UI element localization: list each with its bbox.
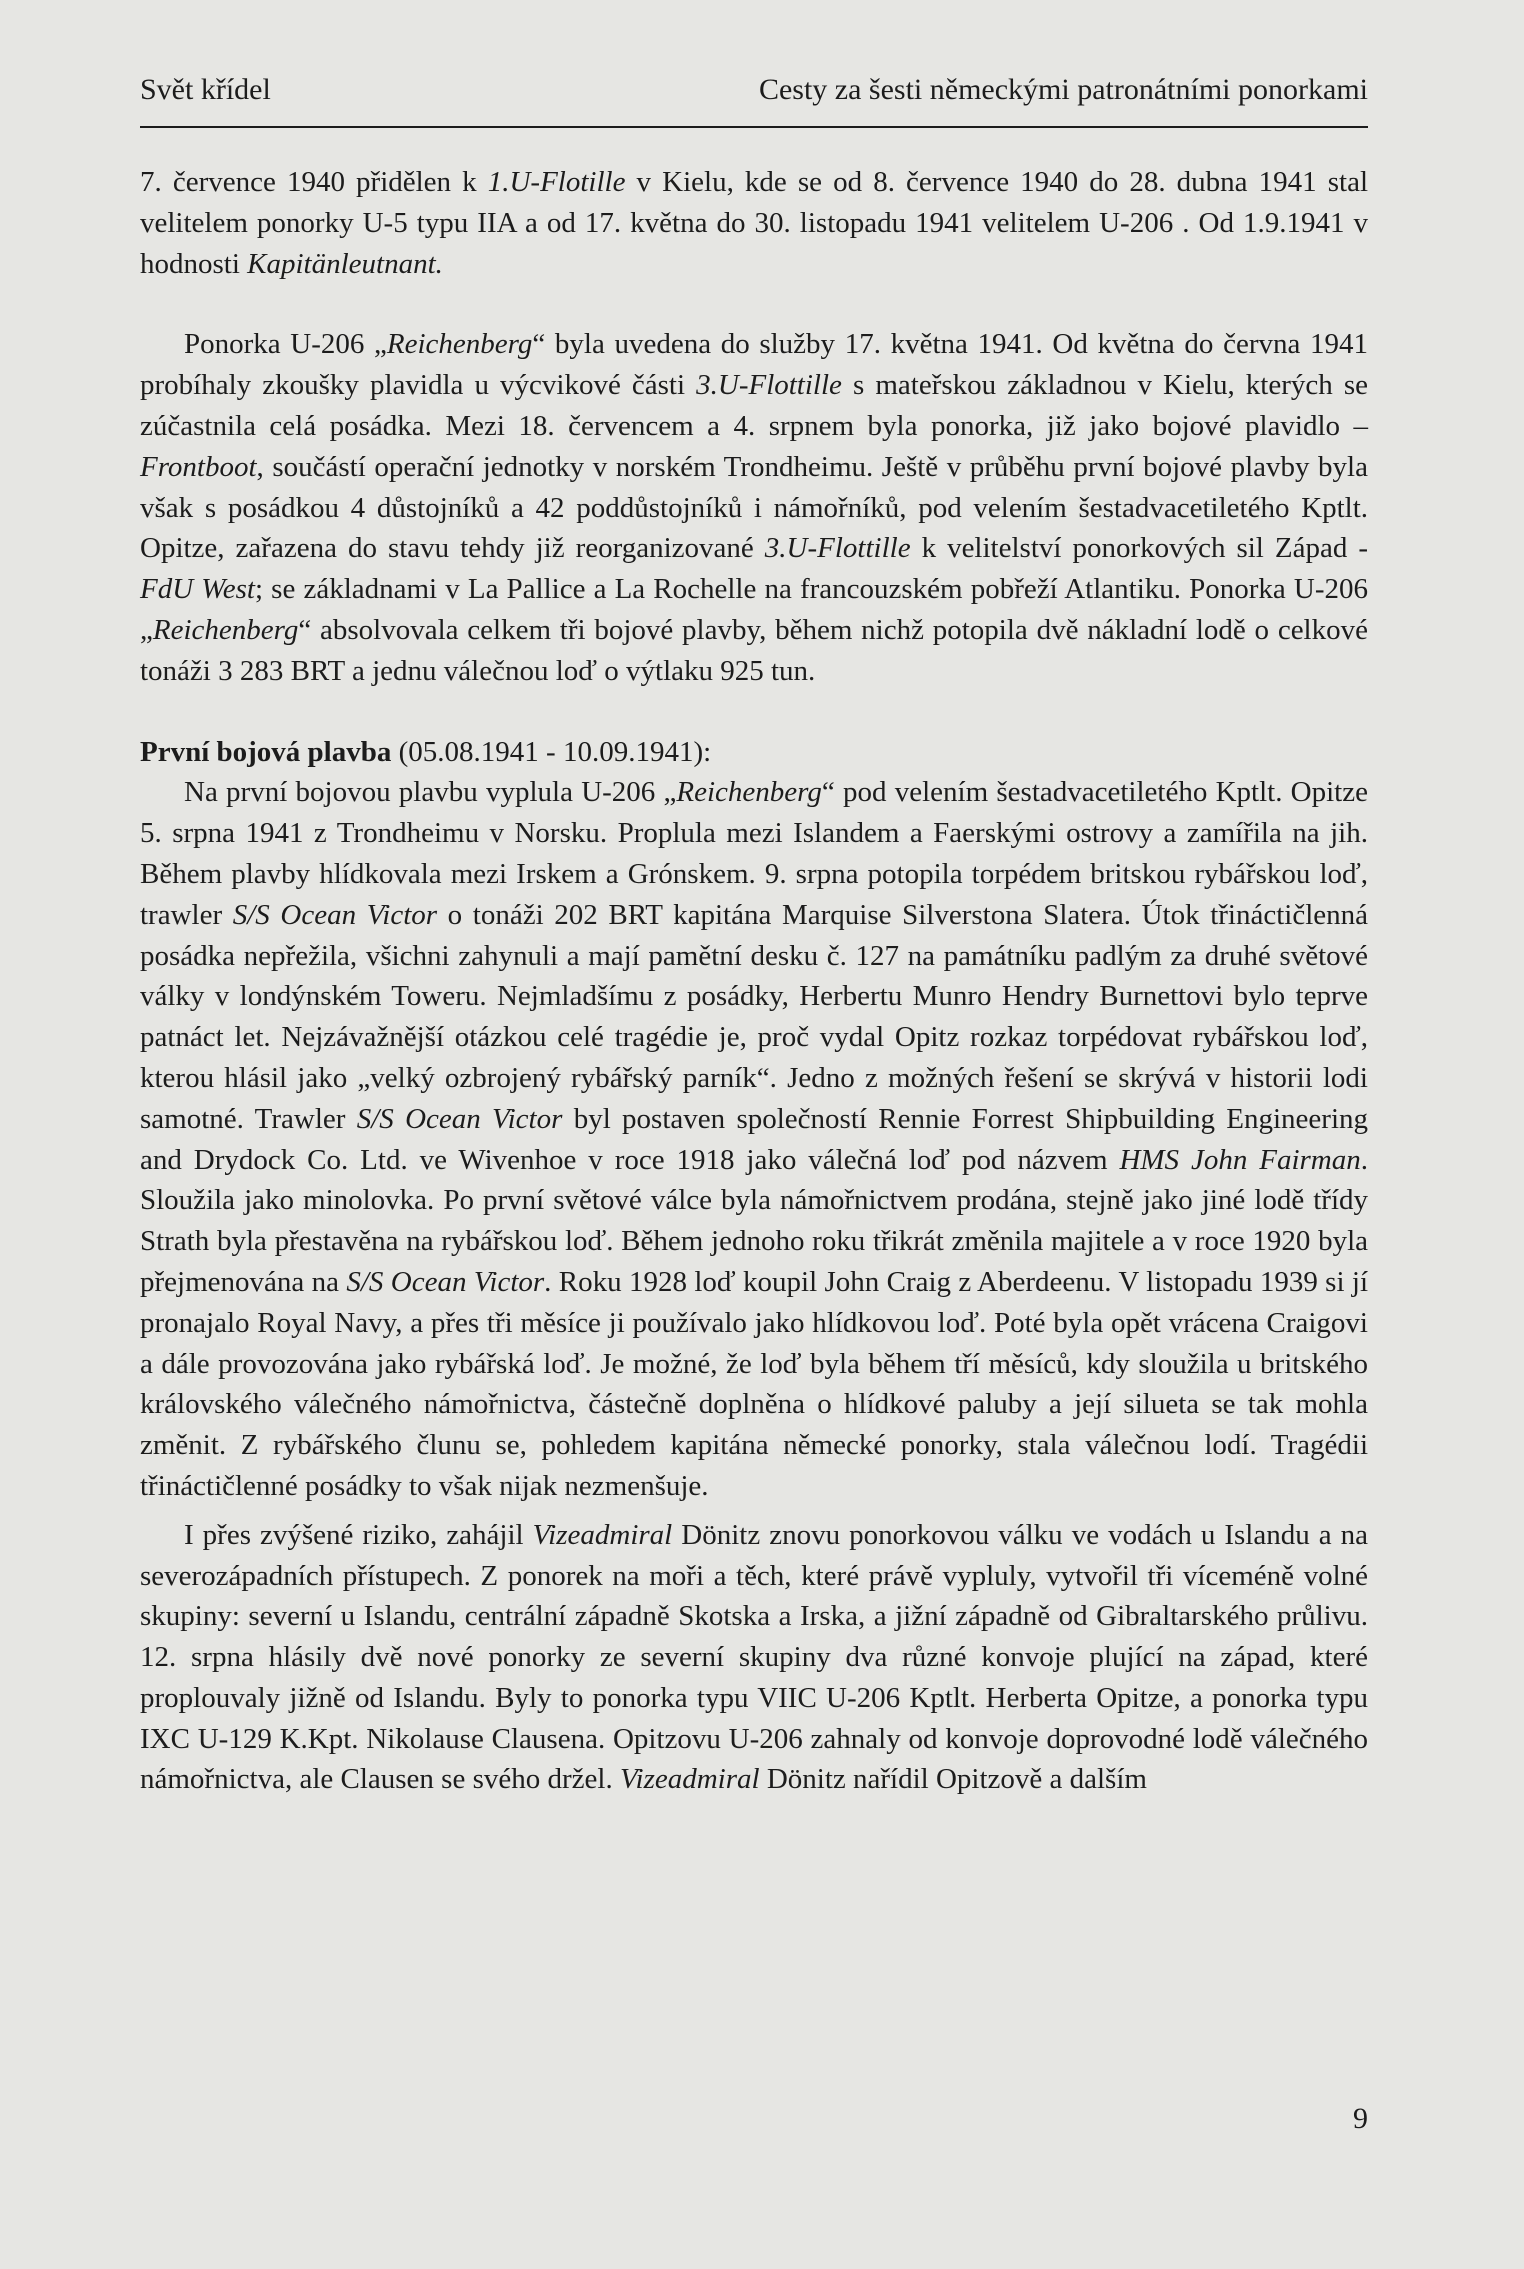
italic-text: S/S Ocean Victor: [356, 1102, 563, 1135]
text-run: “ pod velením šestadvacetiletého Kptlt. Opitze 5. srpna 1941 z Trondheimu v Norsku. Proplula mezi Islandem a Faerskými ostrovy a zamířila na jih. Během plavby hlídkovala mezi Irskem a Grónskem. 9. srpna potopila torpédem britskou rybářskou loď, trawler: [140, 776, 1368, 931]
italic-text: 1.U-Flotille: [487, 166, 626, 198]
running-head-left: Svět křídel: [140, 73, 271, 106]
italic-text: Reichenberg: [676, 776, 822, 809]
running-head-right: Cesty za šesti německými patronátními ponorkami: [758, 73, 1368, 106]
italic-text: FdU West: [140, 573, 255, 606]
text-run: I přes zvýšené riziko, zahájil: [184, 1518, 533, 1551]
text-run: , součástí operační jednotky v norském Trondheimu. Ještě v průběhu první bojové plavby byla však s posádkou 4 důstojníků a 42 poddůstojníků i námořníků, pod velením šestadvacetiletého Kptlt. Opitze, zařazena do stavu tehdy již reorganizované: [140, 450, 1368, 565]
italic-text: Vizeadmiral: [619, 1763, 760, 1796]
body-text: [140, 162, 1368, 1800]
text-run: (05.08.1941 - 10.09.1941):: [391, 735, 712, 768]
italic-text: 3.U-Flottille: [764, 532, 911, 565]
text-run: “ absolvovala celkem tři bojové plavby, během nichž potopila dvě nákladní lodě o celkové tonáži 3 283 BRT a jednu válečnou loď o výtlaku 925 tun.: [140, 613, 1368, 687]
text-run: o tonáži 202 BRT kapitána Marquise Silverstona Slatera. Útok třináctičlenná posádka nepřežila, všichni zahynuli a mají pamětní desku č. 127 na památníku padlým za druhé světové války v londýnském Toweru. Nejmladšímu z posádky, Herbertu Munro Hendry Burnettovi bylo teprve patnáct let. Nejzávažnější otázkou celé tragédie je, proč vydal Opitz rozkaz torpédovat rybářskou loď, kterou hlásil jako „velký ozbrojený rybářský parník“. Jedno z možných řešení se skrývá v historii lodi samotné. Trawler: [140, 898, 1368, 1135]
italic-text: HMS John Fairman: [1119, 1143, 1361, 1176]
text-run: . Sloužila jako minolovka. Po první světové válce byla námořnictvem prodána, stejně jako jiné lodě třídy Strath byla přestavěna na rybářskou loď. Během jednoho roku třikrát změnila majitele a v roce 1920 byla přejmenována na: [140, 1143, 1368, 1298]
text-run: “ byla uvedena do služby 17. května 1941. Od května do června 1941 probíhaly zkoušky plavidla u výcvikové části: [140, 328, 1368, 402]
paragraph: [140, 1515, 1368, 1801]
paragraph: [140, 324, 1368, 691]
text-run: . Roku 1928 loď koupil John Craig z Aberdeenu. V listopadu 1939 si jí pronajalo Royal Navy, a přes tři měsíce ji používalo jako hlídkovou loď. Poté byla opět vrácena Craigovi a dále provozována jako rybářská loď. Je možné, že loď byla během tří měsíců, kdy sloužila u britského královského válečného námořnictva, částečně doplněna o hlídkové paluby a její silueta se tak mohla změnit. Z rybářského člunu se, pohledem kapitána německé ponorky, stala válečnou lodí. Tragédii třináctičlenné posádky to však nijak nezmenšuje.: [140, 1265, 1368, 1502]
text-run: v Kielu, kde se od 8. července 1940 do 28. dubna 1941 stal velitelem ponorky U-5 typu IIA a od 17. května do 30. listopadu 1941 velitelem U-206 . Od 1.9.1941 v hodnosti: [140, 166, 1368, 280]
page-number: 9: [1353, 2102, 1368, 2135]
text-run: k velitelství ponorkových sil Západ -: [910, 532, 1368, 565]
bold-text: První bojová plavba: [140, 735, 392, 768]
italic-text: Kapitänleutnant.: [247, 247, 443, 280]
header-rule: [140, 126, 1368, 128]
text-run: s mateřskou základnou v Kielu, kterých se zúčastnila celá posádka. Mezi 18. červencem a 4. srpnem byla ponorka, již jako bojové plavidlo –: [140, 369, 1368, 442]
text-run: byl postaven společností Rennie Forrest Shipbuilding Engineering and Drydock Co. Ltd. ve Wivenhoe v roce 1918 jako válečná loď pod názvem: [140, 1102, 1369, 1176]
paragraph: [140, 162, 1368, 284]
italic-text: 3.U-Flottille: [696, 369, 842, 402]
text-run: Na první bojovou plavbu vyplula U-206 „: [184, 776, 677, 809]
running-head: [140, 70, 1368, 110]
italic-text: Reichenberg: [152, 613, 299, 646]
italic-text: Reichenberg: [386, 328, 533, 361]
section-heading: [140, 732, 1368, 773]
italic-text: Vizeadmiral: [532, 1518, 673, 1551]
text-run: ; se základnami v La Pallice a La Rochelle na francouzském pobřeží Atlantiku. Ponorka U-206 „: [140, 573, 1369, 646]
italic-text: S/S Ocean Victor: [346, 1265, 545, 1298]
text-run: Dönitz znovu ponorkovou válku ve vodách u Islandu a na severozápadních přístupech. Z ponorek na moři a těch, které právě vypluly, vytvořil tři víceméně volné skupiny: severní u Islandu, centrální západně Skotska a Irska, a jižní západně od Gibraltarského průlivu. 12. srpna hlásily dvě nové ponorky ze severní skupiny dva různé konvoje plující na západ, které proplouvaly jižně od Islandu. Byly to ponorka typu VIIC U-206 Kptlt. Herberta Opitze, a ponorka typu IXC U-129 K.Kpt. Nikolause Clausena. Opitzovu U-206 zahnaly od konvoje doprovodné lodě válečného námořnictva, ale Clausen se svého držel.: [140, 1518, 1368, 1796]
text-run: Ponorka U-206 „: [184, 328, 387, 361]
text-run: 7. července 1940 přidělen k: [140, 166, 488, 198]
italic-text: Frontboot: [140, 450, 257, 483]
italic-text: S/S Ocean Victor: [232, 898, 438, 931]
paragraph: [140, 772, 1368, 1506]
text-run: Dönitz nařídil Opitzově a dalším: [759, 1763, 1147, 1796]
